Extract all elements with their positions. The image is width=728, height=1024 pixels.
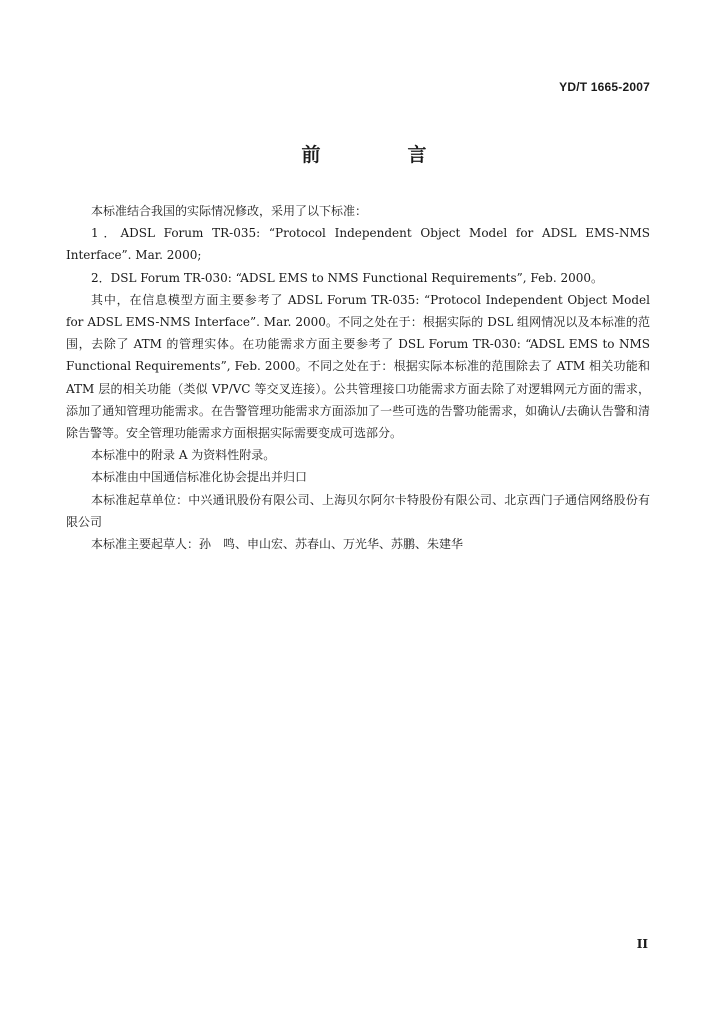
paragraph-drafting-units: 本标准起草单位：中兴通讯股份有限公司、上海贝尔阿尔卡特股份有限公司、北京西门子通信网络股份有限公司 <box>66 492 650 529</box>
paragraph-proposer: 本标准由中国通信标准化协会提出并归口 <box>91 470 308 485</box>
preface-body <box>66 200 650 555</box>
paragraph-appendix: 本标准中的附录 A 为资料性附录。 <box>91 448 276 463</box>
page-title: 前 言 <box>301 144 461 166</box>
paragraph-differences: 其中，在信息模型方面主要参考了 ADSL Forum TR-035: “Protocol Independent Object Model for ADSL EMS-NMS Interface”. Mar. 2000。不同之处在于：根据实际的 DSL 组网情况以及本标准的范围，去除了 ATM 的管理实体。在功能需求方面主要参考了 DSL Forum TR-030: “ADSL EMS to NMS Functional Requirements”, Feb. 2000。不同之处在于：根据实际本标准的范围除去了 ATM 相关功能和 ATM 层的相关功能（类似 VP/VC 等交叉连接）。公共管理接口功能需求方面去除了对逻辑网元方面的需求，添加了通知管理功能需求。在告警管理功能需求方面添加了一些可选的告警功能需求，如确认/去确认告警和清除告警等。安全管理功能需求方面根据实际需要变成可选部分。 <box>66 292 650 441</box>
paragraph-reference-1: 1．ADSL Forum TR-035: “Protocol Independent Object Model for ADSL EMS-NMS Interface”. Mar. 2000; <box>66 226 650 263</box>
paragraph-reference-2: 2．DSL Forum TR-030: “ADSL EMS to NMS Functional Requirements”, Feb. 2000。 <box>91 270 604 285</box>
paragraph-drafters: 本标准主要起草人：孙 鸣、申山宏、苏春山、万光华、苏鹏、朱建华 <box>91 537 464 552</box>
page-number: II <box>636 937 648 951</box>
standard-code: YD/T 1665-2007 <box>559 80 650 94</box>
paragraph-intro: 本标准结合我国的实际情况修改，采用了以下标准： <box>91 204 368 218</box>
